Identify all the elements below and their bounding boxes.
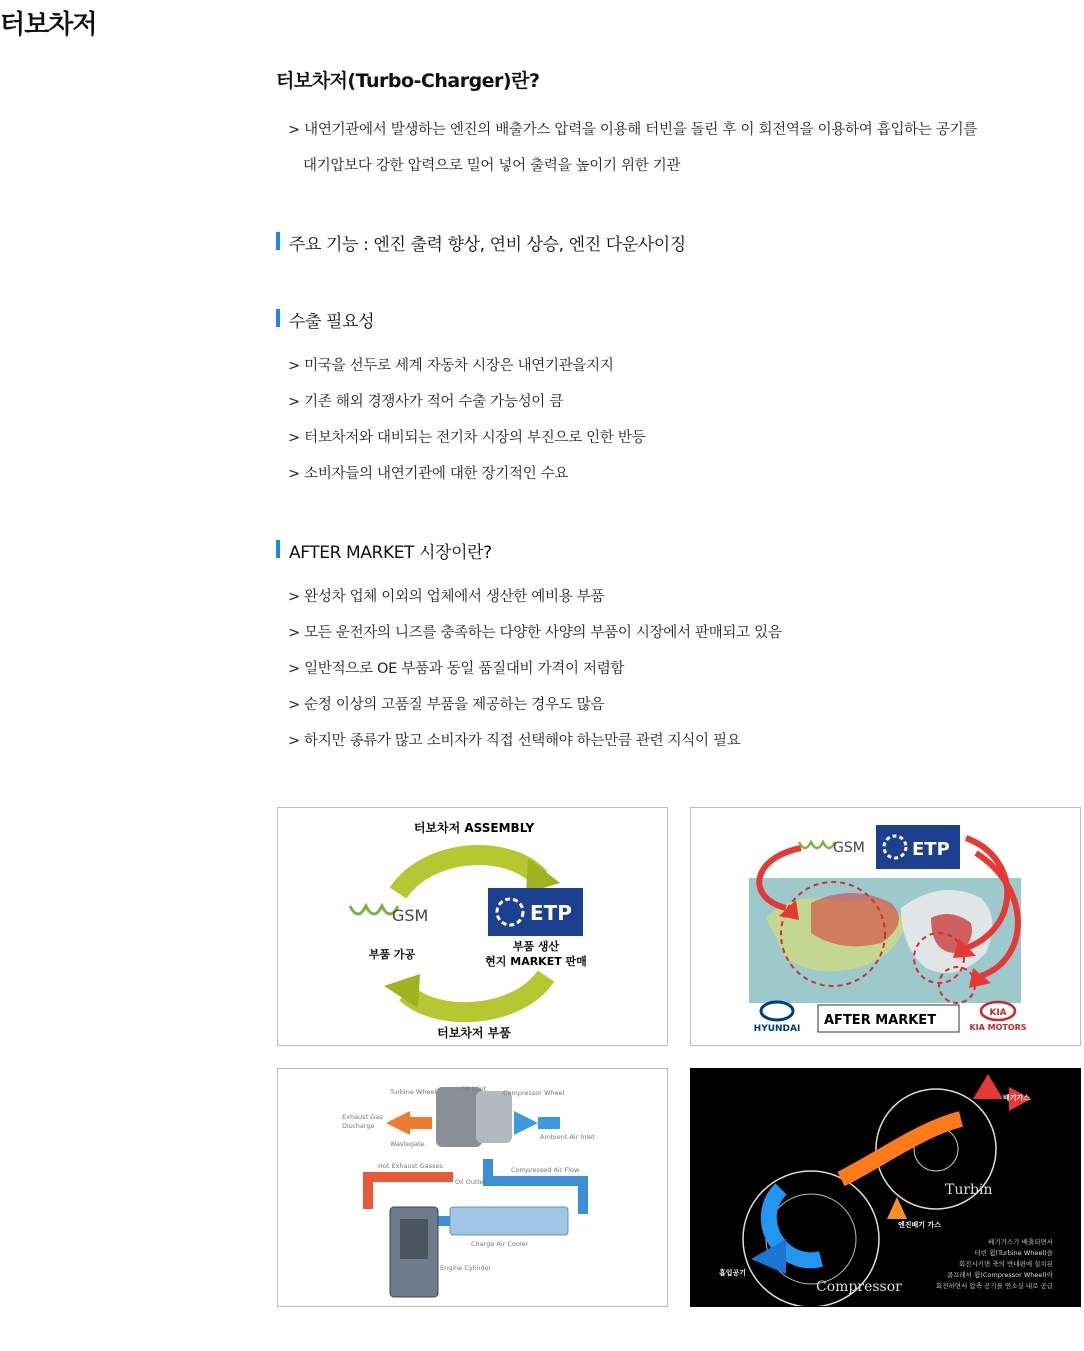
etp-logo [488,888,583,936]
svg-text:HYUNDAI: HYUNDAI [753,1024,801,1034]
label-compressor-wheel: Compressor Wheel [503,1089,565,1097]
kia-logo [969,1002,1026,1032]
svg-text:KIA MOTORS: KIA MOTORS [969,1023,1027,1032]
figure-gsm-etp-cycle [277,807,668,1046]
label-oil-inlet: Oil Inlet [461,1085,487,1093]
label-engine-cylinder: Engine Cylinder [440,1264,492,1272]
list-item: > 완성차 업체 이외의 업체에서 생산한 예비용 부품 [288,589,605,605]
gsm-logo [350,906,428,925]
after-market-label: AFTER MARKET [824,1013,937,1028]
svg-text:KIA: KIA [989,1008,1007,1018]
page-title: 터보차저 [0,10,97,40]
fig1-bottom-label: 터보차저 부품 [437,1026,511,1040]
list-item: > 터보차저와 대비되는 전기차 시장의 부진으로 인한 반등 [288,430,646,446]
label-exhaust-gas: Exhaust Gas [342,1113,383,1121]
list-item: > 하지만 종류가 많고 소비자가 직접 선택해야 하는만큼 관련 지식이 필요 [288,733,741,749]
figure-aftermarket-map [690,807,1081,1046]
section-bar [276,232,280,250]
gsm-logo [799,840,865,856]
intro-heading: 터보차저(Turbo-Charger)란? [276,70,540,92]
svg-text:GSM: GSM [833,840,865,856]
label-engine-exhaust: 엔진배기 가스 [898,1221,942,1229]
list-item: > 모든 운전자의 니즈를 충족하는 다양한 사양의 부품이 시장에서 판매되고 있음 [288,625,782,641]
list-item: > 일반적으로 OE 부품과 동일 품질대비 가격이 저렴함 [288,661,625,677]
desc-line-2: 터빈 휠(Turbine Wheel)을 [974,1249,1053,1257]
label-exhaust: 배기가스 [1003,1094,1031,1102]
label-wastegate: Wastegate [390,1140,425,1148]
fig1-top-label: 터보차저 ASSEMBLY [413,821,535,835]
gsm-sub-label: 부품 가공 [368,948,416,961]
label-turbine-wheel: Turbine Wheel [390,1088,437,1096]
aftermarket-title: AFTER MARKET 시장이란? [276,538,492,563]
etp-sub-label-1: 부품 생산 [512,940,560,953]
label-oil-outlet: Oil Outlet [455,1178,486,1186]
svg-text:ETP: ETP [912,839,950,860]
section-bar [276,309,280,327]
export-title: 수출 필요성 [276,307,374,332]
label-discharge: Discharge [342,1122,375,1130]
figure-turbo-cutaway [690,1068,1081,1307]
hyundai-logo [754,1002,801,1034]
main-function-title: 주요 기능 : 엔진 출력 향상, 연비 상승, 엔진 다운사이징 [276,230,686,255]
label-turbin: Turbin [945,1182,993,1198]
label-charge-cooler: Charge Air Cooler [471,1240,529,1248]
intro-line-1: > 내연기관에서 발생하는 엔진의 배출가스 압력을 이용해 터빈을 돌린 후 이 회전역을 이용하여 흡입하는 공기를 [288,122,977,138]
desc-line-5: 회전하면서 압축 공기를 연소실 내로 공급 [935,1282,1053,1290]
label-ambient-air: Ambient Air Inlet [540,1133,595,1141]
label-hot-exhaust: Hot Exhaust Gasses [378,1162,443,1170]
desc-line-3: 회전시키면 축의 반대편에 설치된 [958,1260,1053,1268]
list-item: > 기존 해외 경쟁사가 적어 수출 가능성이 큼 [288,394,564,410]
desc-line-1: 배기가스가 배출되면서 [988,1238,1053,1246]
label-compressed-air: Compressed Air Flow [511,1166,580,1174]
list-item: > 순정 이상의 고품질 부품을 제공하는 경우도 많음 [288,697,605,713]
label-intake: 흡입공기 [719,1269,747,1277]
desc-line-4: 콤프레셔 휠(Compressor Wheel)이 [946,1271,1053,1279]
section-bar [276,540,280,558]
svg-text:ETP: ETP [530,901,572,925]
etp-sub-label-2: 현지 MARKET 판매 [485,955,587,968]
intro-line-2: 대기압보다 강한 압력으로 밀어 넣어 출력을 높이기 위한 기관 [303,158,681,174]
figure-turbo-system [277,1068,668,1307]
list-item: > 미국을 선두로 세계 자동차 시장은 내연기관을지지 [288,358,614,374]
svg-text:GSM: GSM [392,906,429,925]
etp-logo [876,825,960,869]
list-item: > 소비자들의 내연기관에 대한 장기적인 수요 [288,466,569,482]
label-compressor: Compressor [816,1279,902,1295]
